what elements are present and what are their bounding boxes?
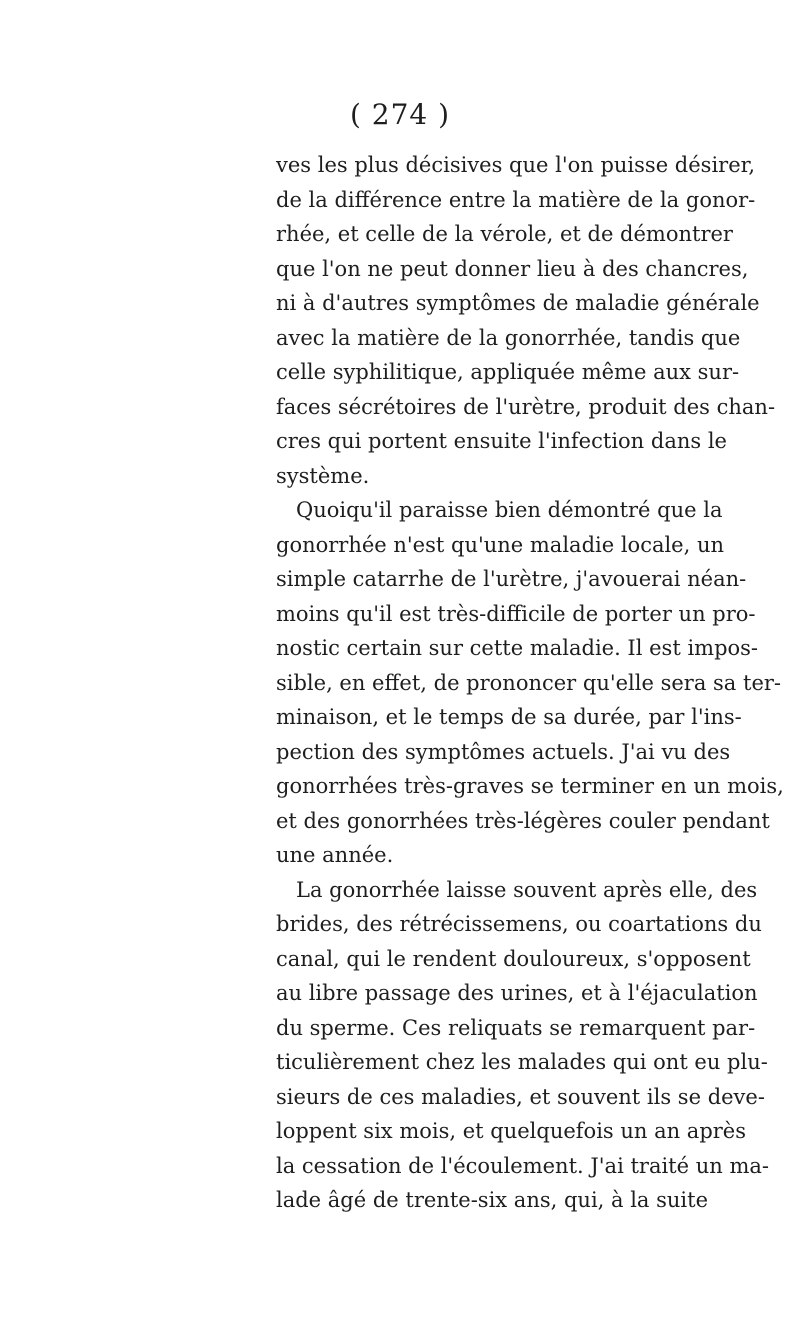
text-line: moins qu'il est très-difficile de porter un pro-	[276, 601, 756, 626]
text-line: faces sécrétoires de l'urètre, produit des chan-	[276, 394, 776, 419]
page-number: ( 274 )	[349, 98, 451, 131]
text-line: loppent six mois, et quelquefois un an après	[276, 1119, 747, 1143]
body-text	[276, 148, 784, 1218]
text-line: une année.	[276, 843, 394, 867]
text-line: canal, qui le rendent douloureux, s'opposent	[276, 946, 751, 971]
text-line: brides, des rétrécissemens, ou coartations du	[276, 912, 762, 936]
text-line: La gonorrhée laisse souvent après elle, des	[296, 877, 758, 902]
text-line: la cessation de l'écoulement. J'ai traité un ma-	[276, 1153, 769, 1178]
text-line: cres qui portent ensuite l'infection dans le	[276, 429, 727, 453]
text-line: sible, en effet, de prononcer qu'elle sera sa ter-	[276, 670, 782, 695]
text-line: du sperme. Ces reliquats se remarquent par-	[276, 1015, 756, 1040]
text-line: ves les plus décisives que l'on puisse désirer,	[276, 153, 756, 177]
text-line: pection des symptômes actuels. J'ai vu des	[276, 739, 731, 764]
text-line: sieurs de ces maladies, et souvent ils se deve-	[276, 1084, 765, 1109]
text-line: ni à d'autres symptômes de maladie générale	[276, 291, 760, 315]
text-line: gonorrhées très-graves se terminer en un mois,	[276, 774, 784, 798]
text-line: que l'on ne peut donner lieu à des chancres,	[276, 256, 749, 281]
text-line: système.	[276, 463, 370, 488]
text-line: Quoiqu'il paraisse bien démontré que la	[296, 498, 723, 522]
text-line: au libre passage des urines, et à l'éjaculation	[276, 981, 758, 1005]
text-line: avec la matière de la gonorrhée, tandis que	[276, 325, 741, 350]
text-line: minaison, et le temps de sa durée, par l'ins-	[276, 705, 742, 729]
text-line: lade âgé de trente-six ans, qui, à la suite	[276, 1188, 708, 1212]
text-line: simple catarrhe de l'urètre, j'avouerai néan-	[276, 567, 747, 591]
text-line: nostic certain sur cette maladie. Il est impos-	[276, 636, 759, 660]
text-line: et des gonorrhées très-légères couler pendant	[276, 808, 770, 833]
text-line: celle syphilitique, appliquée même aux sur-	[276, 360, 740, 384]
text-line: de la différence entre la matière de la gonor-	[276, 187, 756, 212]
text-line: ticulièrement chez les malades qui ont eu plu-	[276, 1050, 768, 1074]
text-line: rhée, et celle de la vérole, et de démontrer	[276, 222, 733, 246]
text-line: gonorrhée n'est qu'une maladie locale, un	[276, 532, 725, 557]
